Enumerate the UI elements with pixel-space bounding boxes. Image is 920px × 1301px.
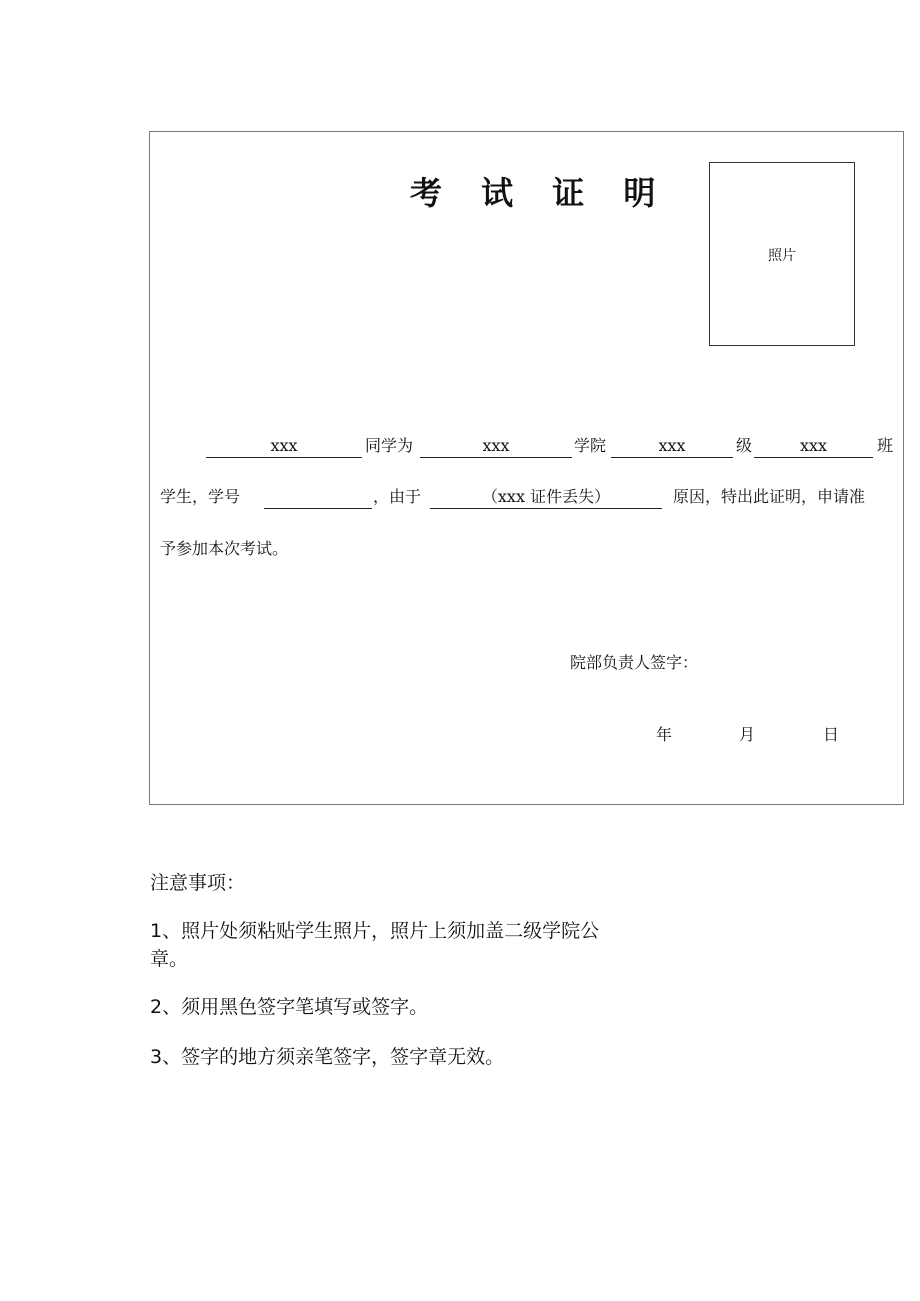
reason-text: 原因，特出此证明，申请准 bbox=[673, 487, 866, 506]
notes-heading: 注意事项： bbox=[150, 872, 246, 894]
classmate-text: 同学为 bbox=[365, 436, 414, 455]
class-blank[interactable]: xxx bbox=[754, 435, 873, 458]
note-item-2: 2、须用黑色签字笔填写或签字。 bbox=[150, 996, 429, 1018]
note-item-1-line-1: 1、照片处须粘贴学生照片，照片上须加盖二级学院公 bbox=[150, 920, 600, 942]
note-item-3: 3、签字的地方须亲笔签字，签字章无效。 bbox=[150, 1046, 505, 1068]
college-text: 学院 bbox=[574, 436, 607, 455]
photo-placeholder bbox=[709, 162, 855, 346]
date-day: 日 bbox=[823, 725, 840, 744]
due-to-text: ，由于 bbox=[373, 487, 422, 506]
class-text: 班 bbox=[877, 436, 894, 455]
reason-blank[interactable]: （xxx 证件丢失） bbox=[430, 486, 662, 509]
student-id-blank[interactable] bbox=[264, 486, 372, 509]
approval-text: 予参加本次考试。 bbox=[160, 539, 289, 558]
grade-blank[interactable]: xxx bbox=[611, 435, 733, 458]
certificate-title: 考 试 证 明 bbox=[410, 174, 670, 212]
college-blank[interactable]: xxx bbox=[420, 435, 572, 458]
photo-label: 照片 bbox=[768, 248, 796, 264]
grade-text: 级 bbox=[736, 436, 753, 455]
student-name-blank[interactable]: xxx bbox=[206, 435, 362, 458]
signature-label: 院部负责人签字： bbox=[570, 653, 699, 672]
date-year: 年 bbox=[656, 725, 673, 744]
student-id-text: 学生，学号 bbox=[160, 487, 241, 506]
date-month: 月 bbox=[739, 725, 756, 744]
note-item-1-line-2: 章。 bbox=[150, 948, 189, 970]
